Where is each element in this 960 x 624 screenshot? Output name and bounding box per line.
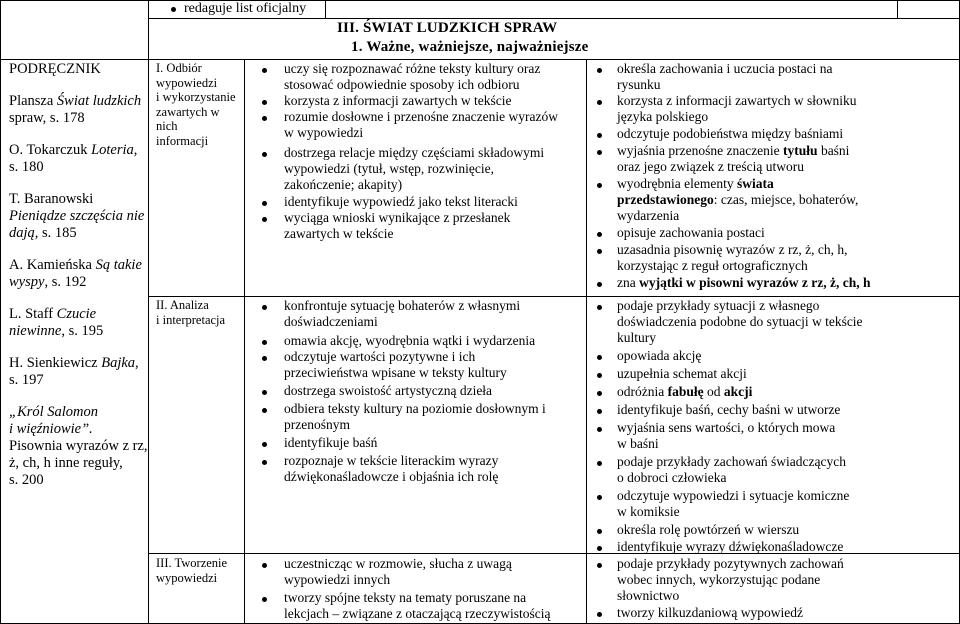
category-analysis: II. Analiza i interpretacja: [156, 298, 226, 327]
requirement-item: odczytuje podobieństwa między baśniami: [617, 126, 844, 141]
requirement-item: dostrzega swoistość artystyczną dzieła: [284, 383, 493, 398]
requirement-item: rozumie dosłowne i przenośne znaczenie wyrazów w wypowiedzi: [284, 109, 559, 140]
requirement-item: konfrontuje sytuację bohaterów z własnymi doświadczeniami: [284, 298, 521, 329]
sidebar-line: dają, s. 185: [9, 225, 77, 241]
bullet-dot: [262, 116, 267, 121]
sidebar-line: s. 180: [9, 159, 44, 175]
col-divider-2: [244, 59, 245, 624]
bullet-dot: [597, 100, 602, 105]
sidebar-line: s. 197: [9, 372, 44, 388]
sidebar-line: ż, ch, h inne reguły,: [9, 455, 123, 471]
requirement-item: uczy się rozpoznawać różne teksty kultury oraz stosować odpowiednie sposoby ich odbioru: [284, 61, 541, 92]
bullet-dot: [597, 427, 602, 432]
row-divider-header: [0, 59, 960, 60]
requirement-item: odczytuje wartości pozytywne i ich przeciwieństwa wpisane w teksty kultury: [284, 349, 507, 380]
sidebar-line: s. 200: [9, 472, 44, 488]
requirement-item: korzysta z informacji zawartych w słowniku języka polskiego: [617, 93, 857, 124]
bullet-dot: [262, 340, 267, 345]
category-reception: I. Odbiór wypowiedzi i wykorzystanie zawartych w nich informacji: [156, 61, 236, 148]
bullet-dot: [262, 152, 267, 157]
requirement-item: odbiera teksty kultury na poziomie dosłownym i przenośnym: [284, 401, 546, 432]
bullet-dot: [262, 597, 267, 602]
requirement-item: tworzy kilkuzdaniową wypowiedź: [617, 605, 803, 620]
requirement-item: podaje przykłady zachowań świadczących o dobroci człowieka: [617, 454, 847, 485]
section-title: III. ŚWIAT LUDZKICH SPRAW: [337, 20, 558, 36]
requirement-item: wyciąga wnioski wynikające z przesłanek zawartych w tekście: [284, 210, 511, 241]
requirement-item: omawia akcję, wyodrębnia wątki i wydarzenia: [284, 333, 536, 348]
requirement-item: zna wyjątki w pisowni wyrazów z rz, ż, ch, h: [617, 275, 871, 290]
bullet-dot: [262, 442, 267, 447]
bullet-dot: [262, 68, 267, 73]
sidebar-line: Plansza Świat ludzkich: [9, 93, 142, 109]
bullet-dot: [597, 249, 602, 254]
requirement-item: korzysta z informacji zawartych w tekście: [284, 93, 512, 108]
requirement-item: odczytuje wypowiedzi i sytuacje komiczne w komiksie: [617, 488, 850, 519]
bullet-dot: [262, 100, 267, 105]
sidebar-line: niewinne, s. 195: [9, 323, 104, 339]
sidebar-line: spraw, s. 178: [9, 110, 85, 126]
requirement-item: opisuje zachowania postaci: [617, 225, 765, 240]
col-divider-3: [586, 59, 587, 624]
bullet-dot: [597, 529, 602, 534]
requirement-item: wyjaśnia przenośne znaczenie tytułu baśni oraz jego związek z treścią utworu: [617, 143, 850, 174]
bullet-dot: [597, 612, 602, 617]
requirement-item: dostrzega relacje między częściami składowymi wypowiedzi (tytuł, wstęp, rozwinięcie, zakończenie; akapity): [284, 145, 545, 192]
requirement-item: uzasadnia pisownię wyrazów z rz, ż, ch, h, korzystając z reguł ortograficznych: [617, 242, 848, 273]
sidebar-line: O. Tokarczuk Loteria,: [9, 142, 138, 158]
sidebar-line: i więźniowie”.: [9, 421, 93, 437]
requirement-item: określa zachowania i uczucia postaci na rysunku: [617, 61, 833, 92]
requirement-item: identyfikuje baśń, cechy baśni w utworze: [617, 402, 841, 417]
bullet-dot: [597, 461, 602, 466]
col-divider-3-top: [897, 0, 898, 19]
sidebar-line: Pieniądze szczęścia nie: [9, 208, 145, 224]
bullet-dot: [597, 68, 602, 73]
requirement-item: identyfikuje baśń: [284, 435, 378, 450]
bullet-dot: [262, 390, 267, 395]
bullet-dot: [597, 282, 602, 287]
bullet-dot: [262, 563, 267, 568]
requirement-item: opowiada akcję: [617, 348, 702, 363]
row-divider-analysis: [148, 296, 960, 297]
requirement-item: wyjaśnia sens wartości, o których mowa w baśni: [617, 420, 836, 451]
bullet-dot: [597, 563, 602, 568]
bullet-dot: [262, 201, 267, 206]
row-divider-top: [148, 18, 960, 19]
requirement-item: rozpoznaje w tekście literackim wyrazy dźwiękonaśladowcze i objaśnia ich rolę: [284, 453, 499, 484]
requirement-item: identyfikuje wypowiedź jako tekst literacki: [284, 194, 518, 209]
col-divider-2-top: [325, 0, 326, 19]
sidebar-line: wyspy, s. 192: [9, 274, 87, 290]
requirement-item: tworzy spójne teksty na tematy poruszane na lekcjach – związane z otaczającą rzeczywistością: [284, 590, 551, 621]
bullet-dot: [597, 183, 602, 188]
bullet-dot: [262, 460, 267, 465]
requirement-item: uzupełnia schemat akcji: [617, 366, 747, 381]
requirement-item: podaje przykłady pozytywnych zachowań wobec innych, wykorzystując podane słownictwo: [617, 556, 844, 603]
bullet-dot: [597, 409, 602, 414]
bullet-dot: [262, 356, 267, 361]
subsection-title: 1. Ważne, ważniejsze, najważniejsze: [351, 39, 589, 55]
left-border: [0, 0, 1, 624]
sidebar-line: „Król Salomon: [9, 404, 99, 420]
bullet-dot: [597, 305, 602, 310]
bullet-dot: [171, 7, 176, 12]
bullet-dot: [597, 150, 602, 155]
bullet-dot: [597, 546, 602, 551]
bullet-dot: [597, 355, 602, 360]
requirement-item: podaje przykłady sytuacji z własnego doświadczenia podobne do sytuacji w tekście kultury: [617, 298, 863, 345]
bullet-dot: [597, 133, 602, 138]
requirement-item: określa rolę powtórzeń w wierszu: [617, 522, 800, 537]
bullet-dot: [262, 408, 267, 413]
sidebar-line: PODRĘCZNIK: [9, 61, 101, 77]
requirement-item: uczestnicząc w rozmowie, słucha z uwagą wypowiedzi innych: [284, 556, 512, 587]
category-creation: III. Tworzenie wypowiedzi: [156, 556, 228, 585]
bullet-dot: [597, 391, 602, 396]
sidebar-line: H. Sienkiewicz Bajka,: [9, 355, 139, 371]
sidebar-line: T. Baranowski: [9, 191, 94, 207]
requirement-item: odróżnia fabułę od akcji: [617, 384, 753, 399]
col-divider-1: [148, 0, 149, 624]
bullet-dot: [262, 217, 267, 222]
sidebar-line: Pisownia wyrazów z rz,: [9, 438, 148, 454]
sidebar-line: A. Kamieńska Są takie: [9, 257, 142, 273]
requirement-item: wyodrębnia elementy świata przedstawionego: czas, miejsce, bohaterów, wydarzenia: [617, 176, 859, 223]
bullet-dot: [262, 305, 267, 310]
bullet-dot: [597, 373, 602, 378]
bullet-dot: [597, 232, 602, 237]
sidebar-line: L. Staff Czucie: [9, 306, 97, 322]
top-border: [0, 0, 960, 1]
bullet-dot: [597, 495, 602, 500]
top-bullet-text: redaguje list oficjalny: [184, 1, 307, 16]
requirement-item: identyfikuje wyrazy dźwiękonaśladowcze: [617, 539, 844, 554]
